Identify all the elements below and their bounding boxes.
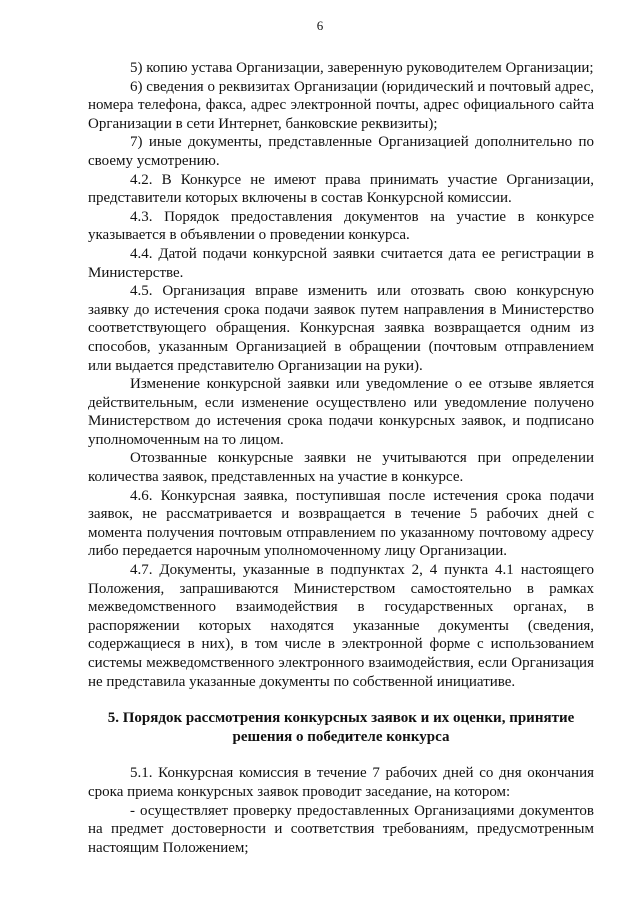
page-number: 6: [316, 18, 324, 33]
paragraph-4-3: 4.3. Порядок предоставления документов на участие в конкурсе указывается в объявлении о проведении конкурса.: [88, 208, 594, 244]
paragraph-4-7: 4.7. Документы, указанные в подпунктах 2, 4 пункта 4.1 настоящего Положения, запрашиваются Министерством самостоятельно в рамках межведомственного взаимодействия в государственных органах, в распоряжении которых находятся указанные документы (сведения, содержащиеся в них), в том числе в электронной форме с использованием системы межведомственного электронного взаимодействия, если Организация не представила указанные документы по собственной инициативе.: [88, 562, 594, 690]
section-heading-line-1: 5. Порядок рассмотрения конкурсных заявок и их оценки, принятие: [107, 710, 575, 727]
paragraph-item-6: 6) сведения о реквизитах Организации (юридический и почтовый адрес, номера телефона, факса, адрес электронной почты, адрес официального сайта Организации в сети Интернет, банковские реквизиты);: [88, 78, 594, 132]
paragraph-change-notice: Изменение конкурсной заявки или уведомление о ее отзыве является действительным, если изменение осуществлено или уведомление получено Министерством до истечения срока подачи конкурсных заявок, и подписано уполномоченным на то лицом.: [88, 376, 594, 448]
paragraph-item-7: 7) иные документы, представленные Организацией дополнительно по своему усмотрению.: [88, 134, 594, 169]
paragraph-5-1: 5.1. Конкурсная комиссия в течение 7 рабочих дней со дня окончания срока приема конкурсных заявок проводит заседание, на котором:: [88, 765, 594, 800]
paragraph-4-4: 4.4. Датой подачи конкурсной заявки считается дата ее регистрации в Министерстве.: [88, 245, 594, 281]
paragraph-withdrawn: Отозванные конкурсные заявки не учитываются при определении количества заявок, представленных на участие в конкурсе.: [88, 450, 594, 486]
paragraph-4-2: 4.2. В Конкурсе не имеют права принимать участие Организации, представители которых включены в состав Конкурсной комиссии.: [88, 171, 594, 207]
section-heading-line-2: решения о победителе конкурса: [232, 728, 450, 745]
paragraph-4-5: 4.5. Организация вправе изменить или отозвать свою конкурсную заявку до истечения срока подачи заявок путем направления в Министерство соответствующего обращения. Конкурсная заявка возвращается одним из способов, указанным Организацией в обращении (почтовым отправлением или выдается представителю Организации на руки).: [88, 283, 594, 374]
document-body: [88, 59, 594, 857]
section-heading: [88, 709, 594, 746]
paragraph-4-6: 4.6. Конкурсная заявка, поступившая после истечения срока подачи заявок, не рассматривается и возвращается в течение 5 рабочих дней с момента получения почтовым отправлением по указанному почтовому адресу либо передается нарочным уполномоченному лицу Организации.: [88, 487, 594, 560]
paragraph-check-documents: - осуществляет проверку предоставленных Организациями документов на предмет достоверности и соответствия требованиям, предусмотренным настоящим Положением;: [88, 802, 594, 856]
paragraph-item-5: 5) копию устава Организации, заверенную руководителем Организации;: [130, 60, 594, 76]
